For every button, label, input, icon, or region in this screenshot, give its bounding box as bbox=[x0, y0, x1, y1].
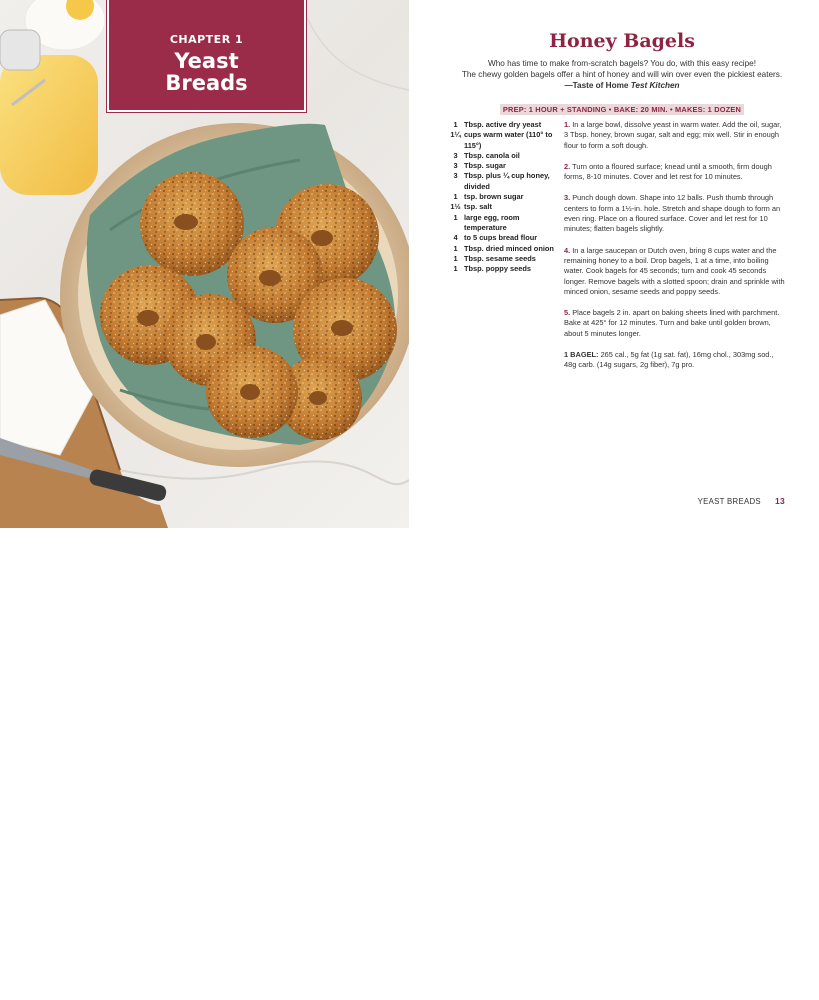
ingredient-text: Tbsp. plus ¼ cup honey, divided bbox=[464, 171, 550, 191]
ingredient-qty: 4 bbox=[453, 233, 458, 243]
step-text: Place bagels 2 in. apart on baking sheets lined with parchment. Bake at 425° for 12 minutes. Turn and bake until golden brown, about 5 minutes longer. bbox=[564, 308, 780, 338]
nutrition-label: 1 BAGEL: bbox=[564, 350, 599, 360]
footer-section: YEAST BREADS bbox=[697, 497, 761, 506]
page-footer bbox=[698, 496, 785, 506]
ingredient-qty: 3 bbox=[453, 171, 458, 181]
nutrition-facts bbox=[564, 350, 786, 371]
ingredient-item bbox=[447, 254, 557, 264]
recipe-intro bbox=[440, 58, 804, 91]
directions bbox=[564, 120, 786, 382]
ingredient-item bbox=[447, 130, 557, 151]
ingredient-qty: 1 bbox=[453, 192, 458, 202]
ingredient-qty: 1 bbox=[453, 243, 458, 253]
ingredient-text: tsp. brown sugar bbox=[464, 192, 524, 202]
ingredient-text: tsp. salt bbox=[464, 202, 492, 212]
credit-prefix: —Taste of Home bbox=[564, 81, 631, 90]
ingredient-qty: 1¼ bbox=[450, 130, 461, 140]
ingredient-item bbox=[447, 202, 557, 212]
step-number: 5. bbox=[564, 308, 571, 318]
ingredient-qty: 1 bbox=[453, 120, 458, 129]
step-text: Punch dough down. Shape into 12 balls. Push thumb through centers to form a 1½-in. hole. Stretch and shape dough to form an even ring. Place on a floured surface. Cover and let rest for 10 minutes; flatten bagels slightly. bbox=[564, 193, 781, 234]
prep-info: PREP: 1 HOUR + STANDING • BAKE: 20 MIN. • MAKES: 1 DOZEN bbox=[500, 104, 744, 115]
recipe-credit bbox=[440, 80, 804, 91]
ingredient-text: Tbsp. sesame seeds bbox=[464, 253, 536, 263]
prep-bar bbox=[440, 99, 804, 117]
ingredient-qty: 1 bbox=[453, 253, 458, 263]
ingredient-qty: 1 bbox=[453, 212, 458, 222]
step-number: 2. bbox=[564, 161, 571, 171]
ingredient-qty: 1 bbox=[453, 264, 458, 274]
nutrition-text: 265 cal., 5g fat (1g sat. fat), 16mg chol., 303mg sod., 48g carb. (14g sugars, 2g fiber), 7g pro. bbox=[564, 350, 774, 370]
direction-step bbox=[564, 308, 786, 339]
ingredient-text: Tbsp. sugar bbox=[464, 161, 506, 171]
step-text: In a large bowl, dissolve yeast in warm water. Add the oil, sugar, 3 Tbsp. honey, brown sugar, salt and egg; mix well. Stir in enough flour to form a soft dough. bbox=[564, 120, 782, 150]
chapter-title: Yeast Breads bbox=[165, 49, 248, 95]
ingredient-item bbox=[447, 151, 557, 161]
ingredient-text: Tbsp. poppy seeds bbox=[464, 264, 531, 274]
direction-step bbox=[564, 193, 786, 234]
step-text: In a large saucepan or Dutch oven, bring 8 cups water and the remaining honey to a boil. Drop bagels, 1 at a time, into boiling water. Cook bagels for 45 seconds; turn and cook 45 seconds longer. Remove bagels with a slotted spoon; drain and sprinkle with minced onion, sesame seeds and poppy seeds. bbox=[564, 245, 785, 296]
ingredient-text: Tbsp. active dry yeast bbox=[464, 120, 542, 129]
ingredient-item bbox=[447, 192, 557, 202]
intro-line-2: The chewy golden bagels offer a hint of honey and will win over even the pickiest eaters. bbox=[461, 70, 783, 79]
ingredient-text: cups warm water (110° to 115°) bbox=[464, 130, 553, 150]
chapter-box bbox=[107, 0, 306, 112]
chapter-label: CHAPTER 1 bbox=[169, 33, 244, 46]
credit-italic: Test Kitchen bbox=[630, 81, 680, 90]
intro-line-1: Who has time to make from-scratch bagels? You do, with this easy recipe! bbox=[487, 59, 757, 68]
ingredient-text: large egg, room temperature bbox=[464, 212, 520, 232]
ingredients-list bbox=[447, 120, 557, 274]
ingredient-qty: 3 bbox=[453, 150, 458, 160]
ingredient-item bbox=[447, 120, 557, 130]
ingredient-item bbox=[447, 161, 557, 171]
ingredient-item bbox=[447, 244, 557, 254]
ingredient-item bbox=[447, 233, 557, 243]
ingredient-text: Tbsp. canola oil bbox=[464, 150, 520, 160]
ingredient-item bbox=[447, 213, 557, 234]
recipe-title: Honey Bagels bbox=[549, 30, 695, 52]
ingredient-text: Tbsp. dried minced onion bbox=[464, 243, 554, 253]
direction-step bbox=[564, 120, 786, 151]
ingredient-item bbox=[447, 264, 557, 274]
direction-step bbox=[564, 246, 786, 297]
page-number: 13 bbox=[774, 496, 785, 506]
ingredient-qty: 3 bbox=[453, 161, 458, 171]
ingredient-qty: 1½ bbox=[450, 202, 461, 212]
direction-step bbox=[564, 162, 786, 183]
step-number: 4. bbox=[564, 245, 571, 255]
bagels-photo bbox=[0, 0, 409, 528]
ingredient-item bbox=[447, 171, 557, 192]
ingredient-text: to 5 cups bread flour bbox=[464, 233, 538, 243]
step-text: Turn onto a floured surface; knead until a smooth, firm dough forms, 8-10 minutes. Cover and let rest for 10 minutes. bbox=[564, 161, 772, 182]
step-number: 1. bbox=[564, 120, 571, 129]
step-number: 3. bbox=[564, 193, 571, 203]
